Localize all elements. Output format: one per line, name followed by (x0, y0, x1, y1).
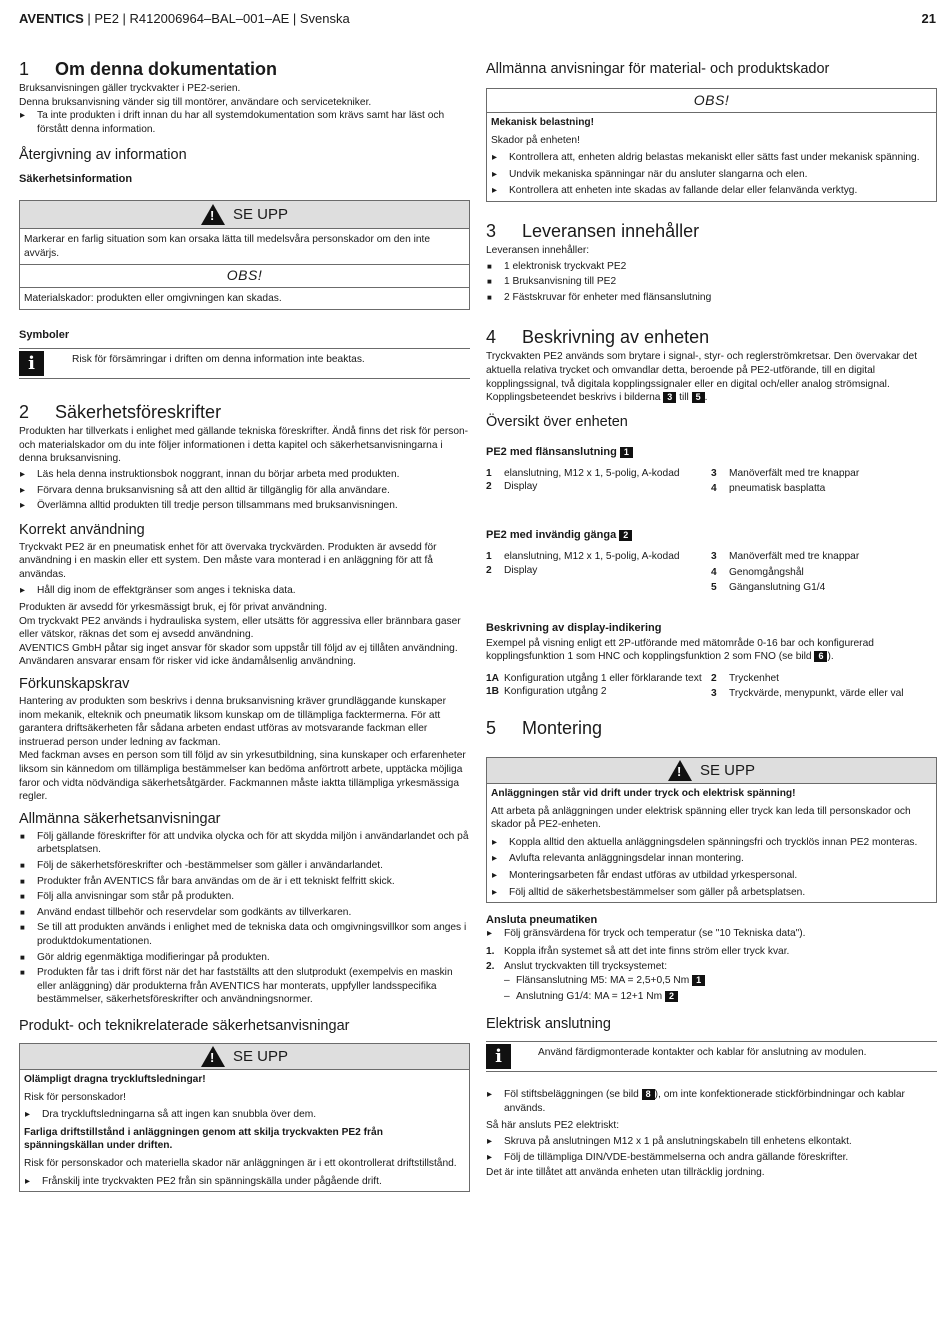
notice-header: OBS! (20, 264, 469, 288)
info-icon: i (19, 351, 44, 376)
figure-ref: 8 (642, 1089, 655, 1100)
section-1-heading: 1 Om denna dokumentation (19, 59, 278, 79)
info-box: i Risk för försämringar i driften om denna information inte beaktas. (19, 348, 470, 379)
doc-info (19, 12, 350, 30)
right-column: Allmänna anvisningar för material- och produktskador OBS! Mekanisk belastning! Skador på enheten! ▸ Kontrollera att, enheten aldrig belastas mekaniskt eller sätts fast under mekanisk spänning. ▸ Undvik mekaniska spänningar när du ansluter slangarna och elen. ▸ Kontrollera att enheten inte skadas av fallande delar eller felanvända verktyg. 3 Leveransen innehåller Leveransen innehåller: ■ 1 elektronisk tryckvakt PE2 ■ 1 Bruksanvisning till PE2 ■ 2 Fästskruvar för enheter med flänsanslutning 4 Beskrivning av enheten Tryckvakten PE2 används som brytare i signal-, styr- och reglerströmkretsar. Den övervakar det aktuella relativa trycket och omvandlar detta, beroende på PE2-utförande, till en digital kopplingssignal, två digitala kopplingssignaler eller en digital och/eller analog strömsignal. Kopplingsbeteendet beskrivs i bilderna 3 till 5 . Översikt över enheten PE2 med flänsanslutning 1 1 elanslutning, M12 x 1, 5-polig, A-kodad 2 Display 3 Manöverfält med tre knappar 4 pneumatisk basplatta PE2 med invändig gänga 2 1 elanslutning, M12 x 1, 5-polig, A-kodad 2 Display 3 Manöverfält med tre knappar 4 Genomgångshål 5 Gänganslutning G1/4 Beskrivning av display-indikering Exempel på visning enligt ett 2P-utförande med mätområde 0-16 bar och konfigurerad kopplingsfunktion 1 som HNC och kopplingsfunktion 2 som FNO (se bild 6 ). 1A Konfiguration utgång 1 eller förklarande text 1B Konfiguration utgång 2 2 Tryckenhet 3 Tryckvärde, menypunkt, värde eller val 5 Montering ! SE UPP Anläggningen står vid drift under tryck och elektrisk spänning! Att arbeta på anläggningen under elektrisk spänning eller tryck kan leda till personskador och skador på PE2-enheten. ▸ Koppla alltid den aktuella anläggningsdelen spänningsfri och trycklös innan PE2 monteras. ▸ Avlufta relevanta anläggningsdelar innan montering. ▸ Monteringsarbeten får endast utföras av utbildad yrkespersonal. ▸ Följ alltid de säkerhetsbestämmelser som gäller på arbetsplatsen. Ansluta pneumatiken ▸ Följ gränsvärdena för tryck och temperatur (se "10 Tekniska data"). 1. Koppla ifrån systemet så att det inte finns ström eller tryck kvar. 2. Anslut tryckvakten till trycksystemet: – Flänsanslutning M5: MA = 2,5+0,5 Nm 1 – Anslutning G1/4: MA = 12+1 Nm 2 Elektrisk anslutning i Använd färdigmonterade kontakter och kablar för anslutning av modulen. ▸ Föl stiftsbeläggningen (se bild 8 ), om inte konfektionerade stickförbindningar och kablar används. Så här ansluts PE2 elektriskt: ▸ Skruva på anslutningen M12 x 1 på anslutningskabeln till enhetens elkontakt. ▸ Följ de tillämpliga DIN/VDE-bestämmelserna och andra gällande föreskrifter. Det är inte tillåtet att använda enheten utan tillräcklig jordning. (486, 58, 937, 1180)
warning-header: ! SE UPP (20, 1044, 469, 1070)
label: Ansluta pneumatiken (486, 914, 598, 927)
warning-box: ! SE UPP Anläggningen står vid drift under tryck och elektrisk spänning! Att arbeta på anläggningen under elektrisk spänning eller tryck kan leda till personskador och skador på PE2-enheten. ▸ Koppla alltid den aktuella anläggningsdelen spänningsfri och trycklös innan PE2 monteras. ▸ Avlufta relevanta anläggningsdelar innan montering. ▸ Monteringsarbeten får endast utföras av utbildad yrkespersonal. ▸ Följ alltid de säkerhetsbestämmelser som gäller på arbetsplatsen. (486, 757, 937, 903)
section-4-heading: 4 Beskrivning av enheten (486, 327, 710, 348)
brand-name: AVENTICS (19, 11, 84, 26)
figure-ref: 1 (620, 447, 633, 458)
warning-icon: ! (668, 760, 692, 781)
warning-header: ! SE UPP (487, 758, 936, 784)
warning-box: ! SE UPP Olämpligt dragna tryckluftsledningar! Risk för personskador! ▸ Dra tryckluftsledningarna så att ingen kan snubbla över dem. Farliga driftstillstånd i anläggningen genom att skilja tryckvakten PE2 från spänningskällan under driften. Risk för personskador och materiella skador när anläggningen är i ett okontrollerat driftstillstånd. ▸ Frånskilj inte tryckvakten PE2 från sin spänningskälla under pågående drift. (19, 1043, 470, 1192)
paragraph: Produkten har tillverkats i enlighet med gällande tekniska föreskrifter. Ändå finns det risk för person- och materialskador om du inte följer informationen i detta kapitel och säkerhetsanvisningarna i denna bruksanvisning. (19, 426, 469, 465)
section-2-heading: 2 Säkerhetsföreskrifter (19, 402, 222, 423)
label: PE2 med invändig gänga 2 (486, 528, 937, 542)
list-item: ▸ Ta inte produkten i drift innan du har all systemdokumentation som krävs samt har läst och förstått denna information. (19, 109, 470, 136)
label: PE2 med flänsanslutning 1 (486, 445, 937, 459)
paragraph: Bruksanvisningen gäller tryckvakter i PE2-serien. (19, 83, 241, 94)
label: Symboler (19, 329, 70, 342)
section-3-heading: 3 Leveransen innehåller (486, 220, 700, 241)
page-header (19, 12, 936, 30)
subheading: Korrekt användning (19, 521, 145, 538)
info-box: i Använd färdigmonterade kontakter och kablar för anslutning av modulen. (486, 1041, 937, 1072)
subheading: Översikt över enheten (486, 413, 628, 430)
label: Beskrivning av display-indikering (486, 621, 662, 634)
bullet-list: ▸ Läs hela denna instruktionsbok noggrant, innan du börjar arbeta med produkten. ▸ Förvara denna bruksanvisning så att den alltid är tillgänglig för alla användare. ▸ Överlämna alltid produkten till tredje person tillsammans med bruksanvisningen. (19, 468, 470, 513)
warning-box: ! SE UPP Markerar en farlig situation som kan orsaka lätta till medelsvåra personskador om den inte avvärjs. OBS! Materialskador: produkten eller omgivningen kan skadas. (19, 200, 470, 310)
legend-list: 1A Konfiguration utgång 1 eller förklarande text 1B Konfiguration utgång 2 2 Tryckenhet 3 Tryckvärde, menypunkt, värde eller val (486, 672, 904, 700)
subheading: Allmänna anvisningar för material- och produktskador (486, 61, 830, 77)
label: Säkerhetsinformation (19, 173, 133, 186)
warning-header: ! SE UPP (20, 201, 469, 229)
left-column: 1 Om denna dokumentation Bruksanvisningen gäller tryckvakter i PE2-serien. Denna bruksanvisning vänder sig till montörer, användare och servicetekniker. ▸ Ta inte produkten i drift innan du har all systemdokumentation som krävs samt har läst och förstått denna information. Återgivning av information Säkerhetsinformation ! SE UPP Markerar en farlig situation som kan orsaka lätta till medelsvåra personskador om den inte avvärjs. OBS! Materialskador: produkten eller omgivningen kan skadas. Symboler i Risk för försämringar i driften om denna information inte beaktas. 2 Säkerhetsföreskrifter Produkten har tillverkats i enlighet med gällande tekniska föreskrifter. Ändå finns det risk för person- och materialskador om du inte följer informationen i detta kapitel och säkerhetsanvisningarna i denna bruksanvisning. ▸ Läs hela denna instruktionsbok noggrant, innan du börjar arbeta med produkten. ▸ Förvara denna bruksanvisning så att den alltid är tillgänglig för alla användare. ▸ Överlämna alltid produkten till tredje person tillsammans med bruksanvisningen. Korrekt användning Tryckvakt PE2 är en pneumatisk enhet för att övervaka tryckvärden. Produkten är avsedd för användning i en maskin eller ett system. Den måste vara monterad i en anläggning för att få användas. ▸ Håll dig inom de effektgränser som anges i tekniska data. Produkten är avsedd för yrkesmässigt bruk, ej för privat användning. Om tryckvakt PE2 används i hydrauliska system, eller utsätts för aggressiva eller brännbara gaser eller vätskor, räknas det som ej avsedd användning. AVENTICS GmbH påtar sig inget ansvar för skador som uppstår till följd av ej tillåten användning. Användaren ansvarar ensam för risker vid icke ändamålsenlig användning. Förkunskapskrav Hantering av produkten som beskrivs i denna bruksanvisning kräver grundläggande kunskaper inom mekanik, elteknik och pneumatik liksom kunskap om de tillämpliga facktermerna. För att garantera driftsäkerheten får sådana arbeten endast utföras av motsvarande fackman eller instruerad person under ledning av fackman. Med fackman avses en person som till följd av sin yrkesutbildning, sina kunskaper och erfarenheter liksom sin kännedom om tillämpliga bestämmelser kan bedöma anförtrott arbete, upptäcka möjliga faror och vidta nödvändiga säkerhetsåtgärder. Fackmannen måste iakttа tillämpliga yrkesmässiga regler. Allmänna säkerhetsanvisningar ■ Följ gällande föreskrifter för att undvika olycka och för att skydda miljön i användarlandet och på arbetsplatsen. ■ Följ de säkerhetsföreskrifter och -bestämmelser som gäller i användarlandet. ■ Produkter från AVENTICS får bara användas om de är i ett tekniskt felfritt skick. ■ Följ alla anvisningar som står på produkten. ■ Använd endast tillbehör och reservdelar som godkänts av tillverkaren. ■ Se till att produkten används i enlighet med de tekniska data och omgivningsvillkor som anges i produktdokumentationen. ■ Gör aldrig egenmäktiga modifieringar på produkten. ■ Produkten får tas i drift först när det har fastställts att den slutprodukt (exempelvis en maskin eller anläggning) där produkterna från AVENTICS har monterats, uppfyller landsspecifika bestämmelser, säkerhetsföreskrifter och användningsnormer. Produkt- och teknikrelaterade säkerhetsanvisningar ! SE UPP Olämpligt dragna tryckluftsledningar! Risk för personskador! ▸ Dra tryckluftsledningarna så att ingen kan snubbla över dem. Farliga driftstillstånd i anläggningen genom att skilja tryckvakten PE2 från spänningskällan under driften. Risk för personskador och materiella skador när anläggningen är i ett okontrollerat driftstillstånd. ▸ Frånskilj inte tryckvakten PE2 från sin spänningskälla under pågående drift. (19, 58, 470, 1192)
subheading: Återgivning av information (19, 147, 187, 164)
figure-ref: 2 (665, 991, 678, 1002)
paragraph: Denna bruksanvisning vänder sig till montörer, användare och servicetekniker. (19, 96, 372, 108)
figure-ref: 3 (663, 392, 676, 403)
figure-ref: 6 (814, 651, 827, 662)
page-number: 21 (921, 11, 936, 26)
legend-list: 1 elanslutning, M12 x 1, 5-polig, A-kodad 2 Display 3 Manöverfält med tre knappar 4 pneumatisk basplatta (486, 467, 860, 495)
notice-header: OBS! (487, 89, 936, 113)
subheading: Allmänna säkerhetsanvisningar (19, 810, 221, 827)
paragraph: Tryckvakten PE2 används som brytare i signal-, styr- och reglerströmkretsar. Den övervakar det aktuella relativa trycket och omvandlar detta, beroende på PE2-utförande, till en digital kopplingssignal, två digitala kopplingssignaler eller en digital och/eller analog strömsignal. Kopplingsbeteendet beskrivs i bilderna 3 till 5 . (486, 351, 918, 404)
legend-list: 1 elanslutning, M12 x 1, 5-polig, A-kodad 2 Display 3 Manöverfält med tre knappar 4 Genomgångshål 5 Gänganslutning G1/4 (486, 550, 860, 594)
figure-ref: 5 (692, 392, 705, 403)
doc-reference: | PE2 | R412006964–BAL–001–AE | Svenska (83, 11, 350, 26)
bullet-list: ■ Följ gällande föreskrifter för att undvika olycka och för att skydda miljön i användarlandet och på arbetsplatsen. ■ Följ de säkerhetsföreskrifter och -bestämmelser som gäller i användarlandet. ■ Produkter från AVENTICS får bara användas om de är i ett tekniskt felfritt skick. ■ Följ alla anvisningar som står på produkten. ■ Använd endast tillbehör och reservdelar som godkänts av tillverkaren. ■ Se till att produkten används i enlighet med de tekniska data och omgivningsvillkor som anges i produktdokumentationen. ■ Gör aldrig egenmäktiga modifieringar på produkten. ■ Produkten får tas i drift först när det har fastställts att den slutprodukt (exempelvis en maskin eller anläggning) där produkterna från AVENTICS har monterats, uppfyller landsspecifika bestämmelser, säkerhetsföreskrifter och användningsnormer. (19, 830, 470, 1007)
numbered-list: 1. Koppla ifrån systemet så att det inte finns ström eller tryck kvar. 2. Anslut tryckvakten till trycksystemet: (486, 945, 790, 973)
warning-icon: ! (201, 1046, 225, 1067)
warning-icon: ! (201, 204, 225, 225)
figure-ref: 2 (619, 530, 632, 541)
subheading: Produkt- och teknikrelaterade säkerhetsanvisningar (19, 1017, 350, 1034)
subheading: Elektrisk anslutning (486, 1016, 611, 1033)
bullet-list: ■ 1 elektronisk tryckvakt PE2 ■ 1 Bruksanvisning till PE2 ■ 2 Fästskruvar för enheter med flänsanslutning (486, 260, 937, 305)
subheading: Förkunskapskrav (19, 676, 130, 693)
figure-ref: 1 (692, 975, 705, 986)
info-icon: i (486, 1044, 511, 1069)
section-5-heading: 5 Montering (486, 718, 603, 739)
notice-box: OBS! Mekanisk belastning! Skador på enheten! ▸ Kontrollera att, enheten aldrig belastas mekaniskt eller sätts fast under mekanisk spänning. ▸ Undvik mekaniska spänningar när du ansluter slangarna och elen. ▸ Kontrollera att enheten inte skadas av fallande delar eller felanvända verktyg. (486, 88, 937, 202)
bullet-list (19, 109, 470, 136)
